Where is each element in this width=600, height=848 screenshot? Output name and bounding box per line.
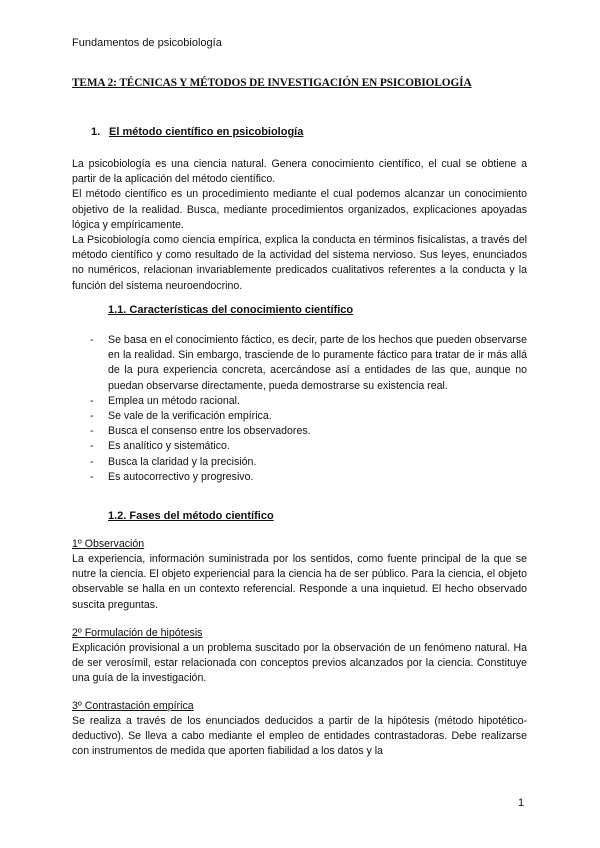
phase-title-contrastacion: 3º Contrastación empírica [72, 700, 194, 712]
phase-text-hipotesis: Explicación provisional a un problema suscitado por la observación de un fenómeno natural. Ha de ser verosímil, estar relacionada con conceptos previos alcanzados por la ciencia. Constituye una guía de la investigación. [72, 642, 527, 685]
section-heading-1 [91, 126, 303, 138]
list-item: - Busca el consenso entre los observadores. [90, 424, 527, 439]
subsection-heading-1-1: 1.1. Características del conocimiento científico [108, 304, 354, 316]
running-header: Fundamentos de psicobiología [72, 37, 222, 49]
subsection-heading-1-2: 1.2. Fases del método científico [108, 510, 274, 522]
list-item: - Es analítico y sistemático. [90, 439, 527, 454]
list-item: - Busca la claridad y la precisión. [90, 455, 527, 470]
list-item: - Es autocorrectivo y progresivo. [90, 470, 527, 485]
paragraph: La Psicobiología como ciencia empírica, explica la conducta en términos fisicalistas, a través del método científico y como resultado de la actividad del sistema nervioso. Sus leyes, enunciados no numéricos, relacionan invariablemente predicados cualitativos referentes a la conducta y la función del sistema neuroendocrino. [72, 234, 527, 292]
section-number: 1. [91, 126, 101, 138]
characteristics-list [90, 333, 527, 485]
list-item: - Se basa en el conocimiento fáctico, es decir, parte de los hechos que pueden observarse en la realidad. Sin embargo, trasciende de lo puramente fáctico para tratar de ir más allá de la pura experiencia concreta, acercándose así a entidades de las que, aunque no puedan observarse directamente, pueda demostrarse su existencia real. [90, 333, 527, 394]
phase-text-contrastacion: Se realiza a través de los enunciados deducidos a partir de la hipótesis (método hipotético-deductivo). Se lleva a cabo mediante el empleo de entidades contrastadoras. Debe realizarse con instrumentos de medida que aporten fiabilidad a los datos y la [72, 715, 527, 758]
page-number: 1 [518, 797, 525, 809]
phase-text-observacion: La experiencia, información suministrada por los sentidos, como fuente principal de la que se nutre la ciencia. El objeto experiencial para la ciencia ha de ser público. Para la ciencia, el objeto observable se halla en un contexto referencial. Responde a una inquietud. El hecho observado suscita preguntas. [72, 553, 527, 611]
list-item: - Se vale de la verificación empírica. [90, 409, 527, 424]
list-item: - Emplea un método racional. [90, 394, 527, 409]
document-title: TEMA 2: TÉCNICAS Y MÉTODOS DE INVESTIGACIÓN EN PSICOBIOLOGÍA [72, 77, 472, 89]
phase-title-observacion: 1º Observación [72, 538, 145, 550]
paragraph: La psicobiología es una ciencia natural. Genera conocimiento científico, el cual se obtiene a partir de la aplicación del método científico. [72, 158, 527, 186]
section-1-body [72, 157, 527, 294]
paragraph: El método científico es un procedimiento mediante el cual podemos alcanzar un conocimiento objetivo de la realidad. Busca, mediante procedimientos organizados, explicaciones apoyadas lógica y empíricamente. [72, 188, 527, 231]
section-title: El método científico en psicobiología [109, 126, 304, 138]
phase-title-hipotesis: 2º Formulación de hipótesis [72, 627, 203, 639]
